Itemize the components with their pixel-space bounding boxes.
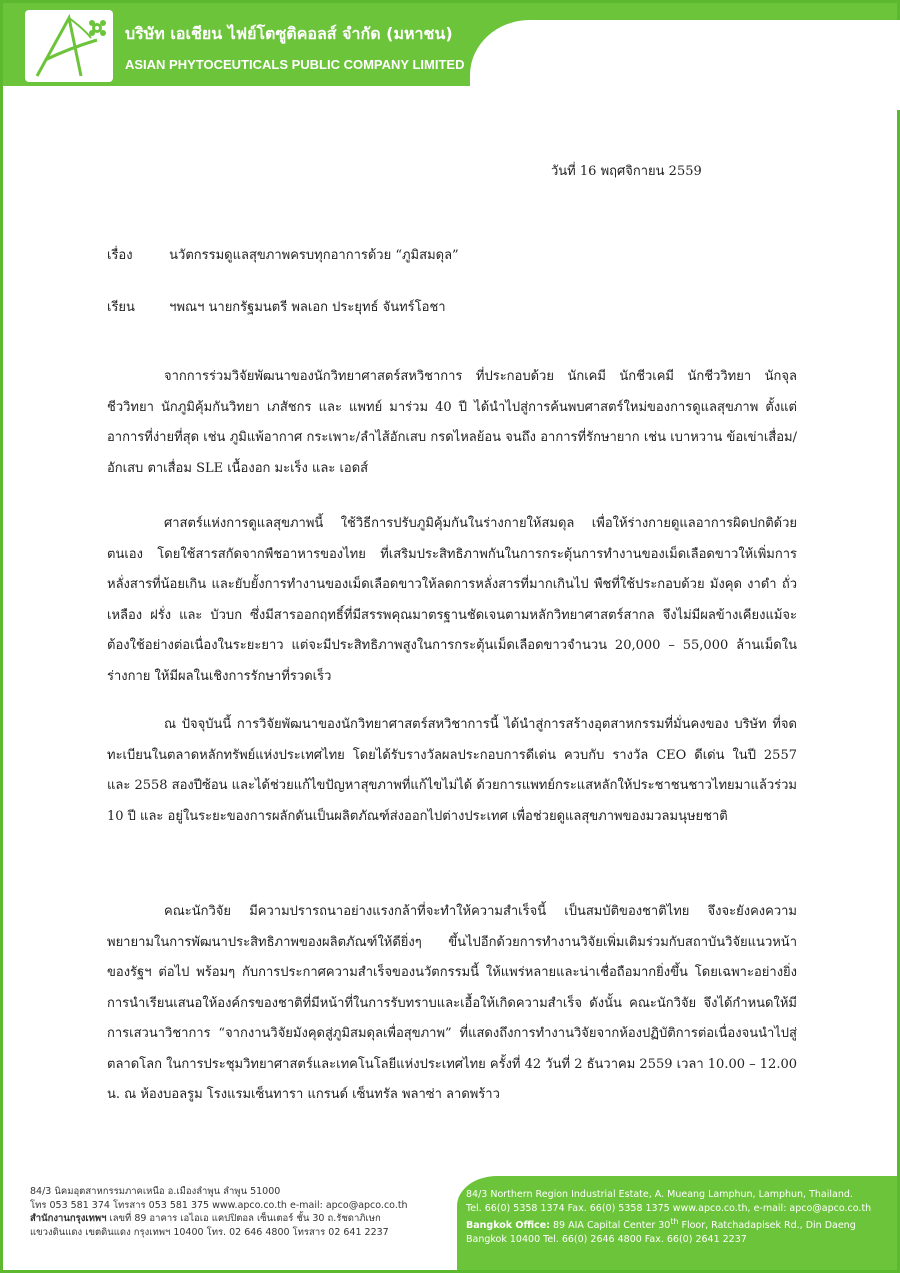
paragraph-research bbox=[107, 362, 797, 484]
subject-row bbox=[107, 244, 459, 265]
paragraph-seminar bbox=[107, 897, 797, 1111]
footer-bkk-label-thai: สำนักงานกรุงเทพฯ bbox=[30, 1213, 107, 1225]
footer-bkk-line-english-a: 89 AIA Capital Center 30 bbox=[553, 1220, 671, 1232]
footer-bkk-line-thai: เลขที่ 89 อาคาร เอไอเอ แคปปิตอล เซ็นเตอร์ ชั้น 30 ถ.รัชดาภิเษก bbox=[109, 1213, 381, 1225]
paragraph-seminar-text: คณะนักวิจัย มีความปรารถนาอย่างแรงกล้าที่จะทำให้ความสำเร็จนี้ เป็นสมบัติของชาติไทย จึงจะยังคงความพยายามในการพัฒนาประสิทธิภาพของผลิตภัณฑ์ให้ดียิ่งๆ ขึ้นไปอีกด้วยการทำงานวิจัยเพิ่มเติมร่วมกับสถาบันวิจัยแนวหน้าของรัฐฯ ต่อไป พร้อมๆ กับการประกาศความสำเร็จของนวัตกรรมนี้ ให้แพร่หลายและน่าเชื่อถือมากยิ่งขึ้น โดยเฉพาะอย่างยิ่ง การนำเรียนเสนอให้องค์กรของชาติที่มีหน้าที่ในการรับทราบและเอื้อให้เกิดความสำเร็จ ดังนั้น คณะนักวิจัย จึงได้กำหนดให้มีการเสวนาวิชาการ “จากงานวิจัยมังคุดสู่ภูมิสมดุลเพื่อสุขภาพ” ที่แสดงถึงการทำงานวิจัยจากห้องปฏิบัติการต่อเนื่องจนนำไปสู่ตลาดโลก ในการประชุมวิทยาศาสตร์และเทคโนโลยีแห่งประเทศไทย ครั้งที่ 42 วันที่ 2 ธันวาคม 2559 เวลา 10.00 – 12.00 น. ณ ห้องบอลรูม โรงแรมเซ็นทารา แกรนด์ เซ็นทรัล พลาซ่า ลาดพร้าว bbox=[107, 904, 797, 1102]
apco-logo-icon bbox=[25, 10, 113, 82]
footer-english-bkk bbox=[466, 1215, 891, 1233]
footer-thai-line: 84/3 นิคมอุตสาหกรรมภาคเหนือ อ.เมืองลำพูน ลำพูน 51000 bbox=[30, 1186, 281, 1197]
footer-english-address bbox=[466, 1188, 891, 1247]
recipient-text: ฯพณฯ นายกรัฐมนตรี พลเอก ประยุทธ์ จันทร์โอชา bbox=[169, 300, 446, 315]
paragraph-industry-text: ณ ปัจจุบันนี้ การวิจัยพัฒนาของนักวิทยาศาสตร์สหวิชาการนี้ ได้นำสู่การสร้างอุตสาหกรรมที่มั่นคงของ บริษัท ที่จดทะเบียนในตลาดหลักทรัพย์แห่งประเทศไทย โดยได้รับรางวัลผลประกอบการดีเด่น ควบกับ รางวัล CEO ดีเด่น ในปี 2557 และ 2558 สองปีซ้อน และได้ช่วยแก้ไขปัญหาสุขภาพที่แก้ไขไม่ได้ ด้วยการแพทย์กระแสหลักให้ประชาชนชาวไทยมาแล้วร่วม 10 ปี และ อยู่ในระยะของการผลักดันเป็นผลิตภัณฑ์ส่งออกไปต่างประเทศ เพื่อช่วยดูแลสุขภาพของมวลมนุษยชาติ bbox=[107, 717, 797, 824]
recipient-label: เรียน bbox=[107, 300, 135, 315]
footer-thai-line: แขวงดินแดง เขตดินแดง กรุงเทพฯ 10400 โทร. 02 646 4800 โทรสาร 02 641 2237 bbox=[30, 1226, 389, 1238]
subject-text: นวัตกรรมดูแลสุขภาพครบทุกอาการด้วย “ภูมิสมดุล” bbox=[169, 248, 459, 263]
paragraph-research-text: จากการร่วมวิจัยพัฒนาของนักวิทยาศาสตร์สหวิชาการ ที่ประกอบด้วย นักเคมี นักชีวเคมี นักชีววิทยา นักจุลชีววิทยา นักภูมิคุ้มกันวิทยา เภสัชกร และ แพทย์ มาร่วม 40 ปี ได้นำไปสู่การค้นพบศาสตร์ใหม่ของการดูแลสุขภาพ ตั้งแต่อาการที่ง่ายที่สุด เช่น ภูมิแพ้อากาศ กระเพาะ/ลำไส้อักเสบ กรดไหลย้อน จนถึง อาการที่รักษายาก เช่น เบาหวาน ข้อเข่าเสื่อม/อักเสบ ตาเสื่อม SLE เนื้องอก มะเร็ง และ เอดส์ bbox=[107, 369, 797, 476]
header-curve bbox=[470, 20, 900, 110]
footer-bkk-sup: th bbox=[670, 1217, 679, 1227]
footer-english-line: 84/3 Northern Region Industrial Estate, A. Mueang Lamphun, Lamphun, Thailand. bbox=[466, 1189, 853, 1200]
footer-bkk-line-english-b: Floor, Ratchadapisek Rd., Din Daeng bbox=[678, 1220, 856, 1232]
letter-date: วันที่ 16 พฤศจิกายน 2559 bbox=[551, 164, 702, 179]
recipient-row bbox=[107, 296, 446, 317]
footer-thai-bkk bbox=[30, 1212, 460, 1226]
footer-thai-address bbox=[30, 1185, 460, 1239]
paragraph-science-text: ศาสตร์แห่งการดูแลสุขภาพนี้ ใช้วิธีการปรับภูมิคุ้มกันในร่างกายให้สมดุล เพื่อให้ร่างกายดูแลอาการผิดปกติด้วยตนเอง โดยใช้สารสกัดจากพืชอาหารของไทย ที่เสริมประสิทธิภาพกันในการกระตุ้นการทำงานของเม็ดเลือดขาวให้เพิ่มการหลั่งสารที่น้อยเกิน และยับยั้งการทำงานของเม็ดเลือดขาวให้ลดการหลั่งสารที่มากเกินไป พืชที่ใช้ประกอบด้วย มังคุด งาดำ ถั่วเหลือง ฝรั่ง และ บัวบก ซึ่งมีสารออกฤทธิ์ที่มีสรรพคุณมาตรฐานชัดเจนตามหลักวิทยาศาสตร์สากล จึงไม่มีผลข้างเคียงแม้จะต้องใช้อย่างต่อเนื่องในระยะยาว แต่จะมีประสิทธิภาพสูงในการกระตุ้นเม็ดเลือดขาวจำนวน 20,000 – 55,000 ล้านเม็ดในร่างกาย ให้มีผลในเชิงการรักษาที่รวดเร็ว bbox=[107, 516, 797, 684]
company-name-english: ASIAN PHYTOCEUTICALS PUBLIC COMPANY LIMITED bbox=[125, 57, 465, 72]
paragraph-science bbox=[107, 509, 797, 692]
subject-label: เรื่อง bbox=[107, 248, 133, 263]
paragraph-industry bbox=[107, 710, 797, 832]
footer-english-line: Bangkok 10400 Tel. 66(0) 2646 4800 Fax. 66(0) 2641 2237 bbox=[466, 1233, 747, 1245]
footer-english-line: Tel. 66(0) 5358 1374 Fax. 66(0) 5358 1375 www.apco.co.th, e-mail: apco@apco.co.th bbox=[466, 1202, 872, 1214]
footer-bkk-label-english: Bangkok Office: bbox=[466, 1220, 550, 1232]
company-name-thai: บริษัท เอเชียน ไฟย์โตซูติคอลส์ จำกัด (มหาชน) bbox=[125, 24, 453, 43]
footer-thai-line: โทร 053 581 374 โทรสาร 053 581 375 www.apco.co.th e-mail: apco@apco.co.th bbox=[30, 1199, 408, 1211]
